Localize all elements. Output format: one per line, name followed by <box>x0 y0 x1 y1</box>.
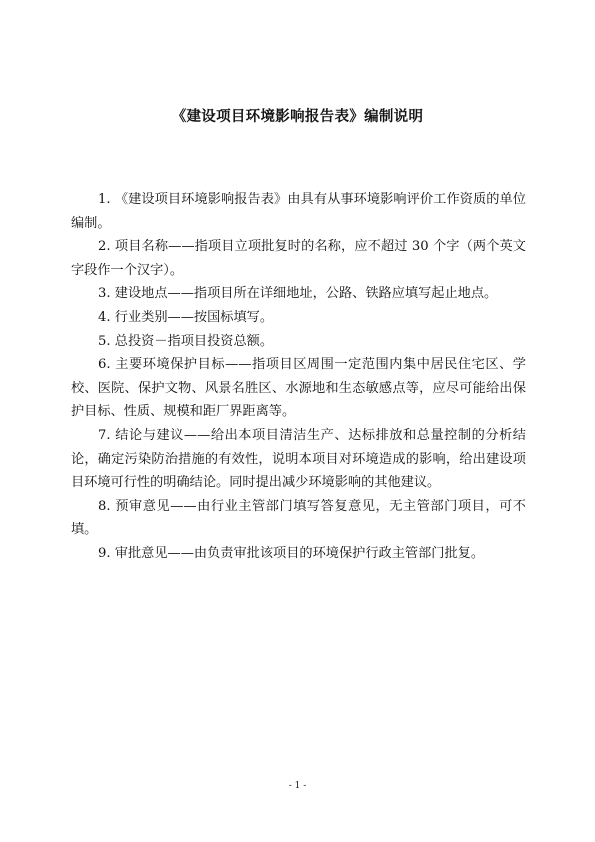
instruction-item-2: 2. 项目名称——指项目立项批复时的名称，应不超过 30 个字（两个英文字段作一个汉字）。 <box>71 239 526 278</box>
page-title: 《建设项目环境影响报告表》编制说明 <box>171 109 424 125</box>
page-number: - 1 - <box>288 781 307 791</box>
instruction-item-3: 3. 建设地点——指项目所在详细地址，公路、铁路应填写起止地点。 <box>98 286 498 302</box>
instructions-body <box>71 188 526 566</box>
instruction-item-9: 9. 审批意见——由负责审批该项目的环境保护行政主管部门批复。 <box>98 545 485 561</box>
instruction-item-5: 5. 总投资－指项目投资总额。 <box>98 333 274 349</box>
instruction-item-4: 4. 行业类别——按国标填写。 <box>98 309 274 325</box>
instruction-item-1: 1. 《建设项目环境影响报告表》由具有从事环境影响评价工作资质的单位编制。 <box>71 192 526 231</box>
instruction-item-8: 8. 预审意见——由行业主管部门填写答复意见，无主管部门项目，可不填。 <box>71 498 526 538</box>
instruction-item-6: 6. 主要环境保护目标——指项目区周围一定范围内集中居民住宅区、学校、医院、保护文物、风景名胜区、水源地和生态敏感点等，应尽可能给出保护目标、性质、规模和距厂界距离等。 <box>71 357 526 420</box>
instruction-item-7: 7. 结论与建议——给出本项目清洁生产、达标排放和总量控制的分析结论，确定污染防治措施的有效性，说明本项目对环境造成的影响，给出建设项目环境可行性的明确结论。同时提出减少环境影响的其他建议。 <box>71 427 526 491</box>
